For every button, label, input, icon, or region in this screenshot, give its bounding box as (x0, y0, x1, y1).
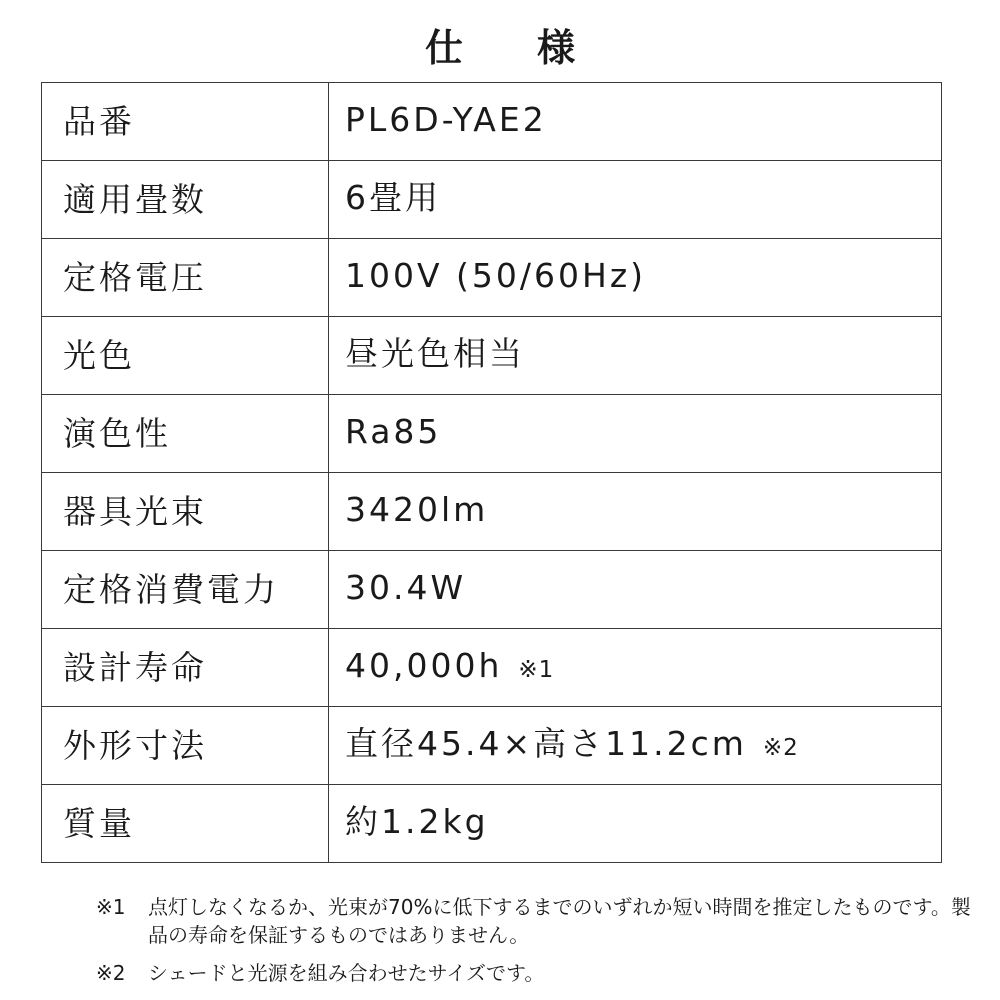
table-row (42, 161, 942, 239)
spec-label: 器具光束 (42, 473, 329, 551)
spec-label: 質量 (42, 785, 329, 863)
table-row (42, 395, 942, 473)
table-row (42, 317, 942, 395)
spec-label: 光色 (42, 317, 329, 395)
footnote-mark: ※2 (762, 734, 799, 761)
table-row (42, 629, 942, 707)
spec-value: 30.4W (345, 567, 467, 607)
spec-label: 設計寿命 (42, 629, 329, 707)
spec-value: Ra85 (345, 411, 442, 451)
footnote-mark: ※1 (518, 656, 555, 683)
spec-value-cell (329, 83, 942, 161)
footnote-key: ※1 (96, 895, 126, 919)
spec-value: 40,000h (345, 645, 503, 685)
spec-value-cell (329, 473, 942, 551)
spec-value: PL6D-YAE2 (345, 99, 547, 139)
spec-label: 適用畳数 (42, 161, 329, 239)
spec-value: 直径45.4×高さ11.2cm (345, 723, 747, 763)
spec-value-cell (329, 161, 942, 239)
table-row (42, 707, 942, 785)
spec-value: 6畳用 (345, 177, 441, 217)
footnote-key: ※2 (96, 961, 126, 985)
footnotes (96, 893, 976, 997)
table-row (42, 239, 942, 317)
spec-table (41, 82, 942, 863)
table-row (42, 473, 942, 551)
spec-value-cell (329, 785, 942, 863)
spec-value-cell (329, 707, 942, 785)
spec-value: 約1.2kg (345, 801, 489, 841)
spec-value: 昼光色相当 (345, 333, 525, 373)
spec-value-cell (329, 629, 942, 707)
spec-value-cell (329, 551, 942, 629)
footnote-text: シェードと光源を組み合わせたサイズです。 (148, 961, 545, 985)
page-title: 仕 様 (424, 26, 593, 70)
spec-label: 演色性 (42, 395, 329, 473)
footnote (96, 959, 976, 987)
spec-value: 3420lm (345, 489, 489, 529)
spec-label: 品番 (42, 83, 329, 161)
table-row (42, 551, 942, 629)
spec-label: 定格消費電力 (42, 551, 329, 629)
table-row (42, 785, 942, 863)
table-row (42, 83, 942, 161)
footnote-text: 点灯しなくなるか、光束が70%に低下するまでのいずれか短い時間を推定したものです。製品の寿命を保証するものではありません。 (148, 895, 971, 947)
spec-value-cell (329, 395, 942, 473)
footnote (96, 893, 976, 949)
spec-value-cell (329, 239, 942, 317)
spec-value-cell (329, 317, 942, 395)
spec-value: 100V (50/60Hz) (345, 255, 647, 295)
spec-label: 定格電圧 (42, 239, 329, 317)
spec-label: 外形寸法 (42, 707, 329, 785)
